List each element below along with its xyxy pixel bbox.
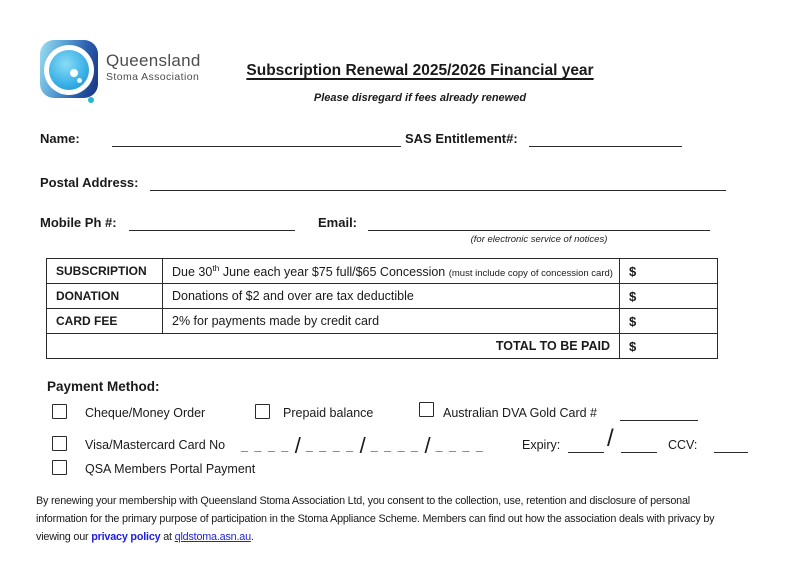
logo-org-subname: Stoma Association — [106, 70, 200, 83]
donation-amount-cell[interactable]: $ — [620, 284, 718, 309]
postal-address-input-line[interactable] — [150, 174, 726, 191]
total-amount-cell[interactable]: $ — [620, 334, 718, 359]
qsa-logo-icon — [40, 40, 98, 98]
cheque-money-order-checkbox[interactable] — [52, 404, 67, 419]
prepaid-balance-label: Prepaid balance — [283, 406, 374, 420]
qsa-portal-checkbox[interactable] — [52, 460, 67, 475]
payment-method-heading: Payment Method: — [47, 379, 160, 394]
table-row-total — [47, 334, 718, 359]
donation-row-description: Donations of $2 and over are tax deductible — [163, 284, 620, 309]
cheque-money-order-label: Cheque/Money Order — [85, 406, 206, 420]
form-title: Subscription Renewal 2025/2026 Financial year — [246, 62, 594, 79]
table-row-card-fee — [47, 309, 718, 334]
donation-row-label: DONATION — [47, 284, 163, 309]
expiry-slash: / — [607, 425, 614, 452]
card-fee-row-description: 2% for payments made by credit card — [163, 309, 620, 334]
footer-text: at — [160, 531, 175, 543]
fees-table — [46, 258, 718, 359]
email-note: (for electronic service of notices) — [470, 234, 608, 245]
subscription-row-description: Due 30th June each year $75 full/$65 Concession (must include copy of concession card) — [163, 259, 620, 284]
logo-bubble-icon — [77, 78, 82, 83]
card-fee-amount-cell[interactable]: $ — [620, 309, 718, 334]
logo-org-name: Queensland — [106, 51, 201, 70]
dva-gold-card-checkbox[interactable] — [419, 402, 434, 417]
total-label: TOTAL TO BE PAID — [47, 334, 620, 359]
visa-mastercard-label: Visa/Mastercard Card No — [85, 438, 226, 452]
visa-mastercard-checkbox[interactable] — [52, 436, 67, 451]
email-input-line[interactable] — [368, 214, 710, 231]
name-input-line[interactable] — [112, 130, 401, 147]
name-label: Name: — [40, 131, 80, 146]
expiry-label: Expiry: — [522, 438, 561, 452]
table-row-donation — [47, 284, 718, 309]
sas-entitlement-input-line[interactable] — [529, 130, 682, 147]
privacy-consent-text — [36, 492, 736, 546]
subscription-row-label: SUBSCRIPTION — [47, 259, 163, 284]
qsa-portal-label: QSA Members Portal Payment — [85, 462, 256, 476]
dva-gold-card-number-line[interactable] — [620, 404, 698, 421]
header — [210, 62, 630, 104]
prepaid-balance-checkbox[interactable] — [255, 404, 270, 419]
expiry-year-line[interactable] — [621, 436, 657, 453]
logo-dot-icon — [88, 97, 94, 103]
form-subtitle: Please disregard if fees already renewed — [313, 92, 527, 104]
sas-entitlement-label: SAS Entitlement#: — [405, 131, 518, 146]
logo-wordmark — [106, 52, 201, 83]
email-label: Email: — [318, 215, 358, 230]
logo-bubble-icon — [70, 69, 78, 77]
subscription-amount-cell[interactable]: $ — [620, 259, 718, 284]
dva-gold-card-label: Australian DVA Gold Card # — [443, 406, 598, 420]
card-number-blanks[interactable]: _ _ _ _ / _ _ _ _ / _ _ _ _ / _ _ _ _ — [241, 433, 485, 458]
footer-text: . — [250, 531, 254, 543]
postal-address-label: Postal Address: — [40, 175, 139, 190]
expiry-month-line[interactable] — [568, 436, 604, 453]
table-row-subscription — [47, 259, 718, 284]
ccv-input-line[interactable] — [714, 436, 748, 453]
card-fee-row-label: CARD FEE — [47, 309, 163, 334]
mobile-phone-label: Mobile Ph #: — [40, 215, 117, 230]
footer-text: By renewing your membership with Queensland Stoma Association Ltd, you consent to the collection, use, retention and disclosure of personal information for the primary purpose of participation in the Stoma Appliance Scheme. Members can find out how the association deals with privacy by viewing our — [36, 495, 715, 543]
ccv-label: CCV: — [668, 438, 698, 452]
mobile-phone-input-line[interactable] — [129, 214, 295, 231]
privacy-policy-link[interactable]: privacy policy — [91, 531, 161, 543]
qldstoma-website-link[interactable]: qldstoma.asn.au — [174, 531, 251, 543]
logo-eye-circle — [49, 50, 89, 90]
